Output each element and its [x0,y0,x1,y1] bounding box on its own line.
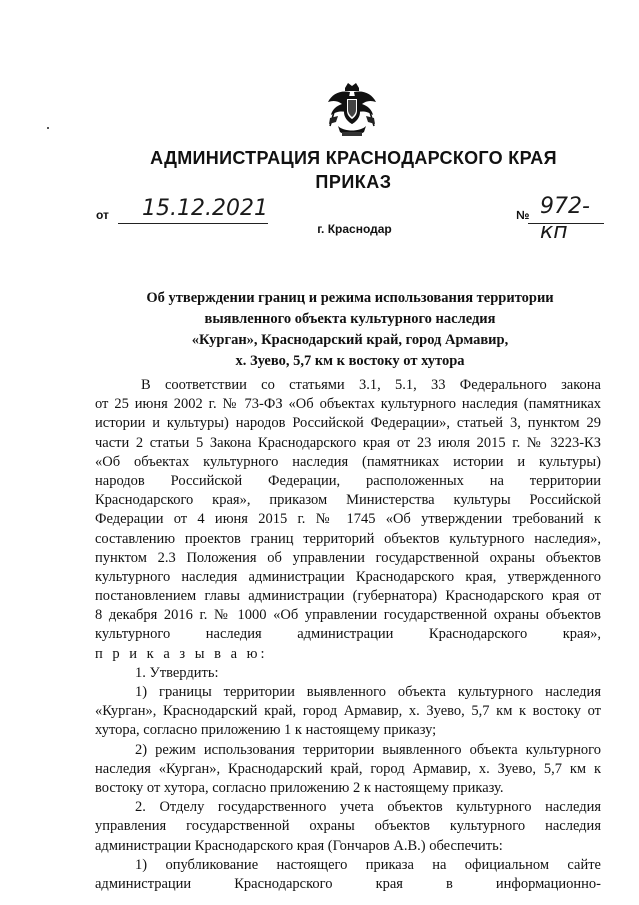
body-line: составлению проектов границ территорий объектов культурного наследия», [95,530,601,547]
body-line: 1) опубликование настоящего приказа на официальном сайте [135,856,601,873]
date-handwritten: 15.12.2021 [142,196,268,221]
organization-name: АДМИНИСТРАЦИЯ КРАСНОДАРСКОГО КРАЯ [150,148,557,168]
body-line: 1) границы территории выявленного объекта культурного наследия [135,684,601,700]
body-line: от 25 июня 2002 г. № 73-ФЗ «Об объектах культурного наследия (памятниках [95,396,601,413]
body-line: части 2 статьи 5 Закона Краснодарского края от 23 июля 2015 г. № 3223-КЗ [95,434,601,451]
document-title [100,288,600,372]
body-line: «Об объектах культурного наследия (памятниках истории и культуры) [95,453,601,470]
body-line: наследия «Курган», Краснодарский край, город Армавир, х. Зуево, 5,7 км к [95,760,601,777]
body-line: хутора, согласно приложению 1 к настоящему приказу; [95,722,437,739]
body-line: народов Российской Федерации, расположенных на территории [95,472,601,489]
body-line: постановлением главы администрации (губернатора) Краснодарского края от [95,588,601,605]
document-type: ПРИКАЗ [315,172,392,192]
body-line: 8 декабря 2016 г. № 1000 «Об управлении государственной охраны объектов [95,607,601,624]
body-line: 1. Утвердить: [135,664,219,681]
body-line: пунктом 2.3 Положения об управлении государственной охраны объектов [95,549,601,566]
body-line: востоку от хутора, согласно приложению 2 к настоящему приказу. [95,779,504,796]
title-line: «Курган», Краснодарский край, город Армавир, [191,332,509,348]
krasnodar-coat-of-arms-icon [326,82,378,138]
scan-speck [47,127,49,129]
body-line: Федерации от 4 июня 2015 г. № 1745 «Об утверждении требований к [95,511,601,528]
title-line: выявленного объекта культурного наследия [204,311,496,327]
body-line: управления государственной охраны объектов культурного наследия [95,818,601,835]
body-line: истории и культуры) народов Российской Федерации», статьей 3, пунктом 29 [95,415,601,432]
body-line: «Курган», Краснодарский край, город Армавир, х. Зуево, 5,7 км к востоку от [95,703,601,720]
body-line: администрации Краснодарского края (Гончаров А.В.) обеспечить: [95,837,503,854]
body-line: 2) режим использования территории выявленного объекта культурного [135,741,601,758]
title-line: Об утверждении границ и режима использования территории [146,290,554,306]
number-label: № [516,208,530,222]
title-line: х. Зуево, 5,7 км к востоку от хутора [235,353,465,369]
body-line: В соответствии со статьями 3.1, 5.1, 33 Федерального закона [141,377,601,393]
body-line: культурного наследия администрации Краснодарского края, утвержденного [95,568,601,585]
body-line: администрации Краснодарского края в информационно- [95,875,601,892]
body-line: культурного наследия администрации Краснодарского края», [95,626,601,643]
body-line: Краснодарского края», приказом Министерства культуры Российской [95,492,601,509]
number-handwritten: 972-кп [540,194,590,244]
city-label: г. Краснодар [317,222,392,236]
body-line: 2. Отделу государственного учета объектов культурного наследия [135,799,601,816]
body-line-order-word: п р и к а з ы в а ю: [95,645,268,662]
date-label: от [96,208,109,222]
document-body [95,376,601,894]
